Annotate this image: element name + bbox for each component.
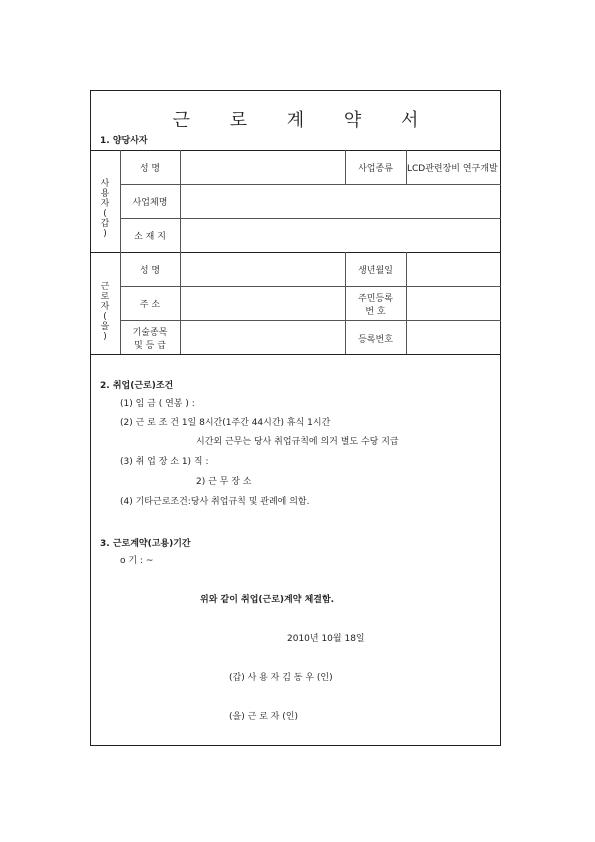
employee-address-label: 주 소 (139, 300, 161, 310)
section1-heading: 1. 양당사자 (100, 136, 148, 146)
col-divider (120, 150, 121, 354)
employer-name-field[interactable] (182, 158, 344, 178)
col-divider (180, 150, 181, 354)
resident-number-label: 주민등록 번 호 (358, 294, 393, 317)
group-divider (90, 252, 501, 253)
skill-grade-label: 기술종목 및 등 급 (132, 328, 168, 351)
contract-date: 2010년 10월 18일 (287, 634, 365, 644)
contract-period-line: o 기 : ~ (120, 556, 154, 566)
row-divider (120, 218, 501, 219)
employee-address-field[interactable] (182, 294, 344, 314)
workplace-location-line: 2) 근 무 장 소 (196, 477, 252, 487)
skill-grade-field[interactable] (182, 328, 344, 348)
birthdate-field[interactable] (407, 260, 500, 280)
employee-name-label: 성 명 (139, 266, 161, 276)
table-top-border (90, 150, 501, 151)
employer-name-label: 성 명 (139, 164, 161, 174)
other-conditions-line: (4) 기타근로조건:당사 취업규칙 및 관례에 의함. (120, 497, 310, 507)
business-type-field[interactable]: LCD관련장비 연구개발 (407, 164, 498, 174)
registration-number-field[interactable] (407, 328, 500, 348)
agreement-statement: 위와 같이 취업(근로)계약 체결함. (200, 595, 335, 605)
company-address-field[interactable] (182, 226, 500, 246)
company-name-label: 사업체명 (132, 198, 168, 208)
row-divider (120, 184, 501, 185)
overtime-line: 시간외 근무는 당사 취업규칙에 의거 별도 수당 지급 (196, 437, 399, 447)
employee-signature-line: (을) 근 로 자 (인) (229, 712, 298, 722)
section3-heading: 3. 근로계약(고용)기간 (100, 539, 191, 549)
business-type-label: 사업종류 (358, 164, 393, 174)
table-bottom-border (90, 354, 501, 355)
company-address-label: 소 재 지 (134, 232, 166, 242)
row-divider (120, 320, 501, 321)
working-hours-line: (2) 근 로 조 건 1일 8시간(1주간 44시간) 휴식 1시간 (120, 418, 331, 428)
section2-heading: 2. 취업(근로)조건 (100, 381, 174, 391)
employee-name-field[interactable] (182, 260, 344, 280)
workplace-duty-line: (3) 취 업 장 소 1) 직 : (120, 457, 209, 467)
employee-group-label: 근 로 자 ( 을 ) (100, 282, 110, 342)
company-name-field[interactable] (182, 192, 500, 212)
resident-number-field[interactable] (407, 294, 500, 314)
birthdate-label: 생년월일 (358, 266, 393, 276)
employer-group-label: 사 용 자 ( 갑 ) (100, 179, 110, 239)
wage-line: (1) 임 금 ( 연봉 ) : (120, 399, 195, 409)
document-title: 근 로 계 약 서 (172, 110, 436, 131)
row-divider (120, 286, 501, 287)
employer-signature-line: (갑) 사 용 자 김 동 우 (인) (229, 673, 333, 683)
registration-number-label: 등록번호 (358, 335, 393, 345)
